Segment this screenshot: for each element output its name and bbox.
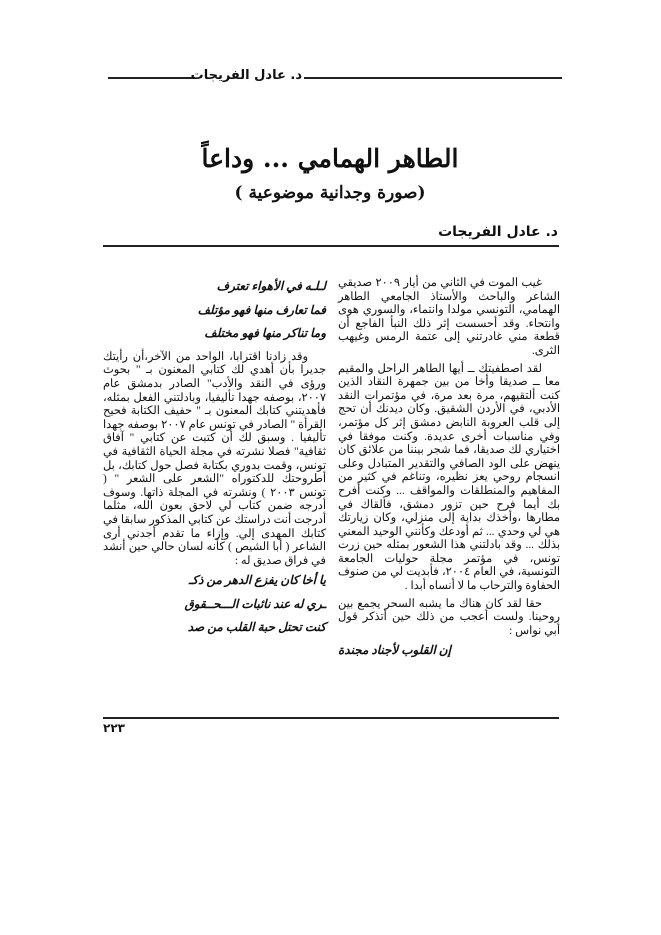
header-rule-right (304, 77, 562, 79)
title-divider (103, 245, 559, 247)
verse-line: فما تعارف منها فهو مؤتلف (197, 302, 326, 317)
verse-line: يا أخا كان يفزع الدهر من ذكـ (188, 573, 326, 588)
verse-line: إن القلوب لأجناد مجندة (338, 643, 451, 658)
left-column (103, 280, 326, 645)
verse-line: كنت تحتل حبة القلب من صد (187, 620, 326, 635)
article-byline: د. عادل الفريجات (438, 224, 558, 240)
verse-line: ـري له عند نائبات الـــحــقوق (184, 596, 326, 611)
page-number: ٢٢٣ (103, 721, 125, 735)
running-header (108, 68, 562, 86)
paragraph: غيب الموت في الثاني من أيار ٢٠٠٩ صديقي الشاعر والباحث والأستاذ الجامعي الطاهر الهمامي، التونسي مولدا وانتماء، والسوري هوى وانتحاء. وقد أحسست إثر ذلك النبأ الفاجع أن قطعة مني غادرتني إلى عتمة الرمس وغيهب الثرى. (338, 277, 560, 357)
footer-rule (103, 717, 559, 719)
verse-line: لـلـه في الأهواء تعترف (216, 279, 326, 293)
header-author: د. عادل الفريجات (190, 68, 302, 83)
paragraph: حقا لقد كان هناك ما يشبه السحر يجمع بين روحينا. ولست أعجب من ذلك حين أتذكر قول أبي نواس : (338, 597, 560, 637)
right-column (338, 277, 560, 658)
verse-line: وما تناكر منها فهو مختلف (204, 326, 326, 341)
article-subtitle: (صورة وجدانية موضوعية ) (234, 183, 426, 203)
article-title: الطاهر الهمامي ... وداعاً (201, 144, 459, 173)
paragraph: وقد زادنا اقترابا، الواحد من الآخر،أن رأيتك جديرا بأن أهدي لك كتابي المعنون بـ " بحوث ورؤى في النقد والأدب" الصادر بدمشق عام ٢٠٠٧، بوصفه جهدا تأليفيا، وبادلتني الفعل بمثله، فأهديتني كتابك المعنون بـ " حفيف الكتابة فحيح القرأة " الصادر في تونس عام ٢٠٠٧ بوصفه جهدا تأليفيا . وسبق لك أن كتبت عن كتابي " آفاق ثقافية" فصلا نشرته في مجلة الحياة الثقافية في تونس، وقمت بدوري بكتابة فصل حول كتابك، بل أطروحتك للدكتوراه "الشعر على الشعر " ( تونس ٢٠٠٣ ) ونشرته في المجلة ذاتها. وسوف أدرجه ضمن كتاب لي لاحق بعون الله، مثلما أدرجت أنت دراستك عن كتابي المذكور سابقا في كتابك المهدى إلي. وإزاء ما تقدم أجدني أرى الشاعر ( أبا الشيص ) كأنه لسان حالي حين أنشد في فراق صديق له : (103, 350, 326, 567)
header-rule-left (108, 77, 195, 79)
paragraph: لقد اصطفيتك ــ أيها الطاهر الراحل والمقيم معا ــ صديقا وأخا من بين جمهرة النقاد الذين كنت ألتقيهم، مرة بعد مرة، في مؤتمرات النقد الأدبي، في الأردن الشقيق. وكان ديدنك أن تحج إلى قلب العروبة النابض دمشق إثر كل مؤتمر، وفي مناسبات أخرى عديدة. وكنت موفقا في اختياري لك صديقا، فما شجر بيننا من علائق كان ينهض على الود الصافي والتقدير المتبادل وعلى انسجام روحي يعز نظيره، وتناغم في كثير من المفاهيم والمنطلقات والمواقف ... وكنت أفرح بك أيما فرح حين تزور دمشق، فألقاك في مطارها ،وأخذك بداية إلى منزلي، وكان زيارتك هي لي وحدي ... ثم أودعك وكأنني الوحيد المعني بذلك ... وقد بادلتني هذا الشعور بمثله حين زرت تونس، في مؤتمر مجلة حوليات الجامعة التونسية، في العام ٢٠٠٤، فأبديت لي من صنوف الحفاوة والترحاب ما لا أنساه أبدا . (338, 362, 560, 593)
